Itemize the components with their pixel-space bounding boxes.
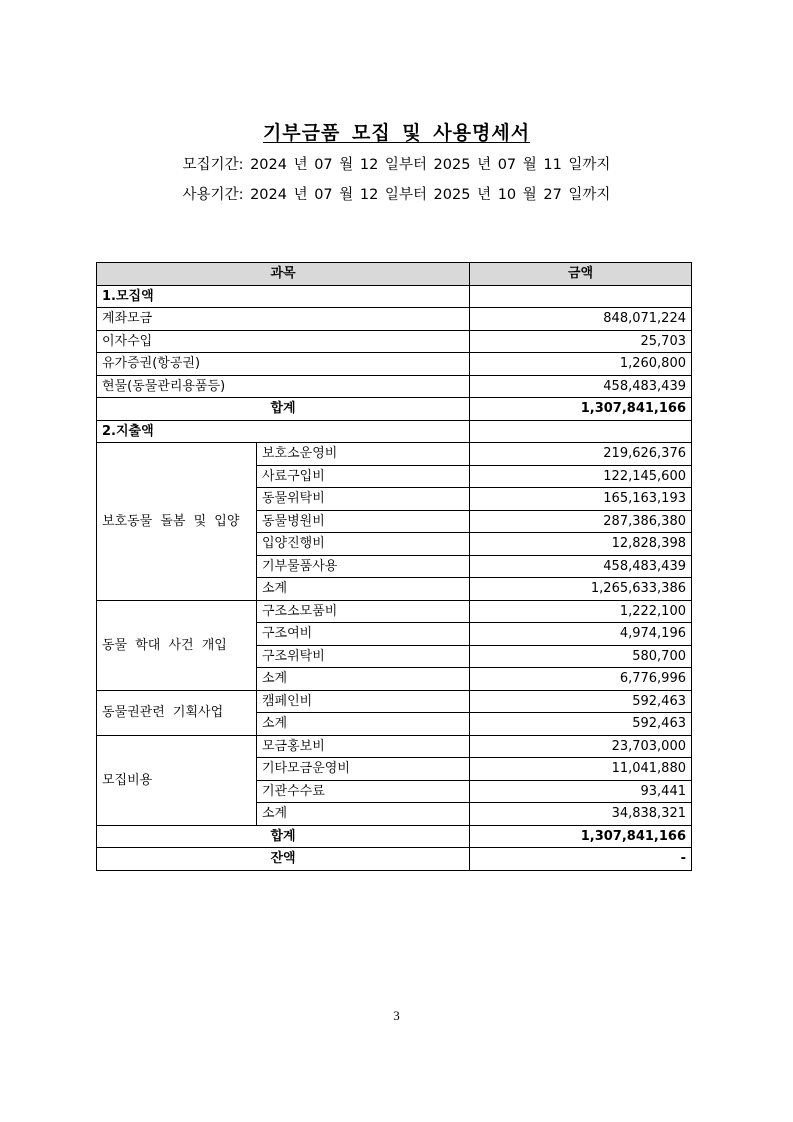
expense-group-name: 보호동물 돌봄 및 입양	[97, 443, 257, 601]
table-row	[97, 690, 692, 713]
row-name: 소계	[257, 668, 470, 691]
balance-label: 잔액	[97, 848, 470, 871]
expense-label-row	[97, 420, 692, 443]
row-name: 보호소운영비	[257, 443, 470, 466]
row-name: 소계	[257, 578, 470, 601]
row-amount: 34,838,321	[470, 803, 692, 826]
row-name: 구조여비	[257, 623, 470, 646]
row-name: 캠페인비	[257, 690, 470, 713]
row-name: 소계	[257, 803, 470, 826]
balance-row	[97, 848, 692, 871]
row-name: 사료구입비	[257, 465, 470, 488]
row-name: 기관수수료	[257, 780, 470, 803]
table-row	[97, 735, 692, 758]
expense-total-row	[97, 825, 692, 848]
row-amount: 1,265,633,386	[470, 578, 692, 601]
row-name: 모금홍보비	[257, 735, 470, 758]
expense-group-name: 동물권관련 기획사업	[97, 690, 257, 735]
expense-total-amount: 1,307,841,166	[470, 825, 692, 848]
income-label-row	[97, 285, 692, 308]
expense-label-amount-cell	[470, 420, 692, 443]
row-amount: 1,260,800	[470, 353, 692, 376]
document-title: 기부금품 모집 및 사용명세서	[262, 122, 531, 144]
expense-total-label: 합계	[97, 825, 470, 848]
row-name: 유가증권(항공권)	[97, 353, 470, 376]
header-item: 과목	[97, 263, 470, 286]
row-amount: 12,828,398	[470, 533, 692, 556]
expense-group-name: 동물 학대 사건 개입	[97, 600, 257, 690]
expense-section	[97, 420, 692, 870]
row-amount: 848,071,224	[470, 308, 692, 331]
table-row	[97, 375, 692, 398]
income-total-amount: 1,307,841,166	[470, 398, 692, 421]
expense-group-name: 모집비용	[97, 735, 257, 825]
income-label-amount-cell	[470, 285, 692, 308]
row-name: 구조소모품비	[257, 600, 470, 623]
row-name: 소계	[257, 713, 470, 736]
page-number: 3	[393, 1008, 400, 1023]
row-name: 동물병원비	[257, 510, 470, 533]
income-section	[97, 285, 692, 420]
row-amount: 11,041,880	[470, 758, 692, 781]
table-row	[97, 600, 692, 623]
row-amount: 6,776,996	[470, 668, 692, 691]
collection-period: 모집기간: 2024 년 07 월 12 일부터 2025 년 07 월 11 일까지	[182, 157, 611, 173]
row-name: 입양진행비	[257, 533, 470, 556]
income-total-label: 합계	[97, 398, 470, 421]
row-amount: 580,700	[470, 645, 692, 668]
balance-amount: -	[470, 848, 692, 871]
expense-label: 2.지출액	[97, 420, 470, 443]
row-amount: 287,386,380	[470, 510, 692, 533]
donation-ledger-table	[96, 262, 692, 871]
header-amount: 금액	[470, 263, 692, 286]
row-amount: 4,974,196	[470, 623, 692, 646]
row-amount: 592,463	[470, 690, 692, 713]
table-header-row	[97, 263, 692, 286]
row-name: 계좌모금	[97, 308, 470, 331]
row-amount: 592,463	[470, 713, 692, 736]
row-amount: 25,703	[470, 330, 692, 353]
row-amount: 1,222,100	[470, 600, 692, 623]
row-name: 현물(동물관리용품등)	[97, 375, 470, 398]
row-name: 구조위탁비	[257, 645, 470, 668]
usage-period: 사용기간: 2024 년 07 월 12 일부터 2025 년 10 월 27 일까지	[182, 187, 611, 203]
row-name: 기타모금운영비	[257, 758, 470, 781]
row-amount: 93,441	[470, 780, 692, 803]
row-amount: 122,145,600	[470, 465, 692, 488]
row-amount: 458,483,439	[470, 555, 692, 578]
table-row	[97, 443, 692, 466]
income-total-row	[97, 398, 692, 421]
table-row	[97, 308, 692, 331]
row-amount: 165,163,193	[470, 488, 692, 511]
table-row	[97, 353, 692, 376]
row-name: 이자수입	[97, 330, 470, 353]
row-amount: 458,483,439	[470, 375, 692, 398]
row-amount: 23,703,000	[470, 735, 692, 758]
income-label: 1.모집액	[97, 285, 470, 308]
row-name: 동물위탁비	[257, 488, 470, 511]
row-amount: 219,626,376	[470, 443, 692, 466]
table-row	[97, 330, 692, 353]
row-name: 기부물품사용	[257, 555, 470, 578]
